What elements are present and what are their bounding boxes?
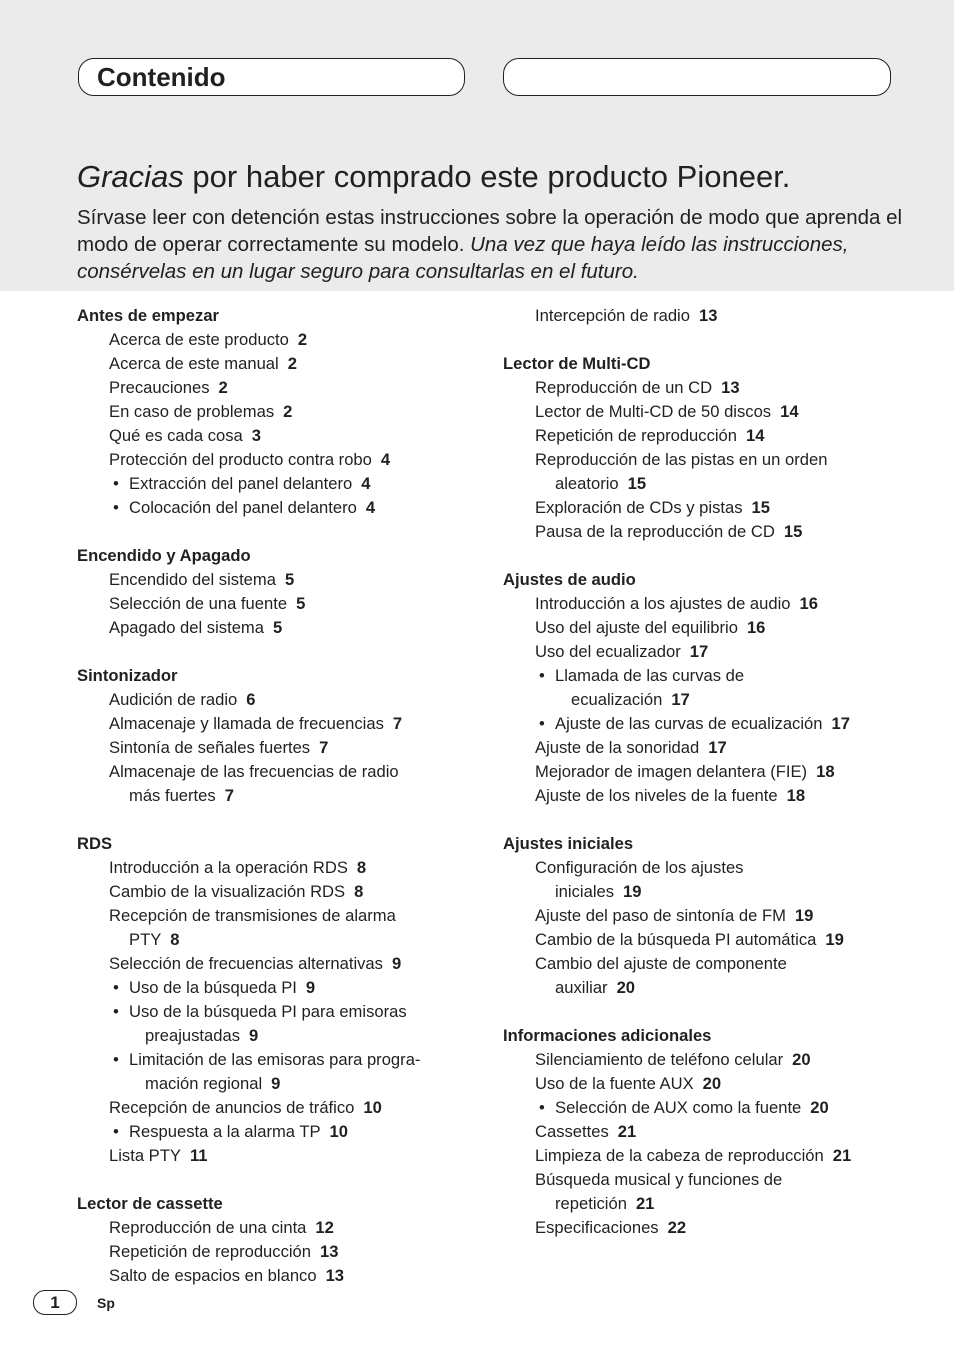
toc-entry-text: Almacenaje y llamada de frecuencias <box>109 714 384 733</box>
toc-entry <box>503 640 923 664</box>
toc-entry-text: Acerca de este producto <box>109 330 289 349</box>
page-title-italic: Gracias <box>77 159 184 194</box>
toc-page-number: 7 <box>319 738 329 757</box>
toc-entry-text: Selección de frecuencias alternativas <box>109 954 383 973</box>
toc-page-number: 21 <box>617 1122 637 1141</box>
toc-entry <box>77 400 497 424</box>
toc-page-number: 3 <box>251 426 261 445</box>
toc-section-heading <box>77 1192 497 1216</box>
toc-entry-text: Selección de una fuente <box>109 594 288 613</box>
toc-entry <box>503 928 923 952</box>
toc-page-number: 8 <box>354 882 364 901</box>
toc-entry <box>503 496 923 520</box>
toc-page-number: 6 <box>246 690 256 709</box>
toc-entry <box>503 424 923 448</box>
toc-entry <box>503 664 923 688</box>
toc-entry-text: Uso de la búsqueda PI <box>129 978 297 997</box>
section-title-pill <box>78 58 465 96</box>
toc-entry-text: Lector de Multi-CD de 50 discos <box>535 402 772 421</box>
toc-entry <box>503 880 923 904</box>
toc-entry-text: Almacenaje de las frecuencias de radio <box>109 762 399 781</box>
toc-entry-text: Colocación del panel delantero <box>129 498 357 517</box>
toc-entry-text: Recepción de transmisiones de alarma <box>109 906 396 925</box>
toc-entry-text: Reproducción de un CD <box>535 378 713 397</box>
toc-entry <box>77 688 497 712</box>
toc-entry-text: Uso de la búsqueda PI para emisoras <box>129 1002 407 1021</box>
toc-spacer <box>77 640 497 664</box>
toc-page-number: 13 <box>721 378 740 397</box>
toc-entry-text: Sintonía de señales fuertes <box>109 738 311 757</box>
toc-entry-text: ecualización <box>571 690 663 709</box>
toc-page-number: 9 <box>305 978 316 997</box>
toc-page-number: 21 <box>635 1194 655 1213</box>
toc-page-number: 20 <box>792 1050 811 1069</box>
toc-entry-text: Cassettes <box>535 1122 609 1141</box>
toc-right-column <box>503 304 923 1240</box>
bullet-icon: • <box>113 978 119 997</box>
toc-entry <box>503 1072 923 1096</box>
toc-entry-text: mación regional <box>145 1074 263 1093</box>
toc-page-number: 5 <box>272 618 283 637</box>
toc-page-number: 15 <box>783 522 803 541</box>
bullet-icon: • <box>539 1098 545 1117</box>
toc-entry <box>503 472 923 496</box>
toc-page-number: 8 <box>356 858 367 877</box>
toc-page-number: 21 <box>832 1146 852 1165</box>
toc-entry <box>77 1072 497 1096</box>
toc-entry <box>77 880 497 904</box>
toc-entry <box>503 376 923 400</box>
toc-entry-text: Reproducción de las pistas en un orden <box>535 450 828 469</box>
toc-entry-text: Acerca de este manual <box>109 354 279 373</box>
toc-entry-text: preajustadas <box>145 1026 241 1045</box>
bullet-icon: • <box>113 1050 119 1069</box>
toc-entry <box>503 400 923 424</box>
toc-entry <box>77 472 497 496</box>
toc-entry <box>77 496 497 520</box>
toc-section-heading <box>77 664 497 688</box>
language-code: Sp <box>97 1295 115 1311</box>
intro-text: Sírvase leer con detención estas instrucciones sobre la operación de modo que aprenda el modo de operar correctamente su modelo. <box>77 206 903 256</box>
toc-entry-text: Apagado del sistema <box>109 618 264 637</box>
toc-entry-text: Introducción a la operación RDS <box>109 858 348 877</box>
toc-page-number: 19 <box>825 930 844 949</box>
toc-entry-text: Silenciamiento de teléfono celular <box>535 1050 784 1069</box>
toc-entry <box>77 1024 497 1048</box>
toc-page-number: 9 <box>249 1026 259 1045</box>
toc-entry <box>503 1216 923 1240</box>
toc-page-number: 16 <box>799 594 818 613</box>
toc-spacer <box>77 1168 497 1192</box>
bullet-icon: • <box>539 714 545 733</box>
toc-entry-text: Informaciones adicionales <box>503 1026 712 1045</box>
section-title: Contenido <box>97 62 226 92</box>
toc-entry-text: Ajuste de las curvas de ecualización <box>555 714 823 733</box>
toc-entry-text: Salto de espacios en blanco <box>109 1266 317 1285</box>
toc-entry-text: repetición <box>555 1194 627 1213</box>
toc-entry-text: Protección del producto contra robo <box>109 450 372 469</box>
toc-entry <box>503 616 923 640</box>
toc-page-number: 18 <box>786 786 806 805</box>
toc-entry-text: Recepción de anuncios de tráfico <box>109 1098 355 1117</box>
toc-page-number: 15 <box>751 498 770 517</box>
page-number-badge <box>33 1290 77 1315</box>
toc-entry-text: Especificaciones <box>535 1218 659 1237</box>
toc-entry <box>503 952 923 976</box>
toc-page-number: 19 <box>794 906 814 925</box>
toc-entry-text: Repetición de reproducción <box>109 1242 312 1261</box>
toc-entry <box>77 1120 497 1144</box>
toc-entry-text: RDS <box>77 834 113 853</box>
toc-page-number: 4 <box>380 450 391 469</box>
toc-entry-text: Reproducción de una cinta <box>109 1218 307 1237</box>
toc-entry-text: Ajuste de los niveles de la fuente <box>535 786 778 805</box>
toc-page-number: 10 <box>363 1098 382 1117</box>
toc-entry <box>77 1240 497 1264</box>
toc-entry <box>77 976 497 1000</box>
toc-page-number: 13 <box>325 1266 345 1285</box>
toc-section-heading <box>503 1024 923 1048</box>
toc-page-number: 9 <box>391 954 402 973</box>
toc-spacer <box>77 520 497 544</box>
toc-entry-text: Repetición de reproducción <box>535 426 738 445</box>
toc-entry <box>503 1168 923 1192</box>
toc-entry <box>77 856 497 880</box>
toc-page-number: 13 <box>698 306 718 325</box>
toc-entry-text: Exploración de CDs y pistas <box>535 498 743 517</box>
page-number: 1 <box>50 1293 60 1312</box>
toc-entry <box>503 736 923 760</box>
toc-entry <box>503 712 923 736</box>
toc-entry-text: Uso de la fuente AUX <box>535 1074 694 1093</box>
toc-entry-text: Ajuste del paso de sintonía de FM <box>535 906 786 925</box>
toc-page-number: 17 <box>708 738 727 757</box>
toc-entry-text: Cambio del ajuste de componente <box>535 954 787 973</box>
toc-entry <box>77 424 497 448</box>
toc-entry-text: Antes de empezar <box>77 306 220 325</box>
toc-entry-text: Intercepción de radio <box>535 306 690 325</box>
toc-entry-text: Sintonizador <box>77 666 178 685</box>
toc-entry <box>503 1144 923 1168</box>
bullet-icon: • <box>113 498 119 517</box>
toc-section-heading <box>503 352 923 376</box>
toc-entry-text: Limpieza de la cabeza de reproducción <box>535 1146 824 1165</box>
toc-section-heading <box>77 832 497 856</box>
toc-page-number: 7 <box>392 714 403 733</box>
toc-entry-text: Uso del ecualizador <box>535 642 681 661</box>
toc-entry-text: Ajustes de audio <box>503 570 636 589</box>
toc-page-number: 2 <box>218 378 228 397</box>
toc-entry <box>503 1048 923 1072</box>
bullet-icon: • <box>113 1122 119 1141</box>
toc-entry <box>77 1096 497 1120</box>
page-title <box>77 157 790 197</box>
toc-page-number: 10 <box>329 1122 349 1141</box>
toc-page-number: 7 <box>224 786 234 805</box>
toc-entry <box>503 520 923 544</box>
toc-page-number: 20 <box>616 978 636 997</box>
toc-entry-text: Uso del ajuste del equilibrio <box>535 618 738 637</box>
toc-entry <box>77 1264 497 1288</box>
toc-entry <box>503 1120 923 1144</box>
toc-spacer <box>503 328 923 352</box>
toc-page-number: 2 <box>283 402 293 421</box>
toc-entry-text: Ajustes iniciales <box>503 834 634 853</box>
toc-entry-text: Configuración de los ajustes <box>535 858 744 877</box>
toc-entry-text: Audición de radio <box>109 690 238 709</box>
toc-entry <box>503 1096 923 1120</box>
toc-page-number: 20 <box>702 1074 722 1093</box>
toc-page-number: 4 <box>365 498 376 517</box>
toc-entry <box>77 784 497 808</box>
toc-section-heading <box>503 832 923 856</box>
toc-page-number: 20 <box>810 1098 829 1117</box>
blank-title-pill <box>503 58 891 96</box>
bullet-icon: • <box>113 1002 119 1021</box>
toc-entry <box>503 688 923 712</box>
toc-entry <box>77 928 497 952</box>
toc-entry-text: Respuesta a la alarma TP <box>129 1122 321 1141</box>
toc-spacer <box>503 544 923 568</box>
toc-entry <box>77 904 497 928</box>
toc-entry-text: Pausa de la reproducción de CD <box>535 522 775 541</box>
toc-entry <box>503 976 923 1000</box>
toc-page-number: 19 <box>623 882 642 901</box>
toc-entry-text: iniciales <box>555 882 615 901</box>
toc-entry <box>77 1000 497 1024</box>
toc-entry-text: Lector de cassette <box>77 1194 223 1213</box>
toc-entry-text: En caso de problemas <box>109 402 275 421</box>
toc-page-number: 5 <box>296 594 306 613</box>
toc-entry <box>77 376 497 400</box>
toc-page-number: 9 <box>271 1074 281 1093</box>
toc-page-number: 17 <box>831 714 850 733</box>
toc-entry-text: Llamada de las curvas de <box>555 666 745 685</box>
toc-entry <box>503 904 923 928</box>
toc-page-number: 11 <box>189 1146 208 1165</box>
toc-entry-text: Encendido del sistema <box>109 570 276 589</box>
toc-entry <box>503 760 923 784</box>
intro-text-italic: Una vez que haya leído las instrucciones, consérvelas en un lugar seguro para consultarlas en el futuro. <box>77 233 849 283</box>
toc-left-column <box>77 304 497 1288</box>
toc-entry-text: PTY <box>129 930 162 949</box>
toc-page-number: 2 <box>287 354 297 373</box>
toc-page-number: 2 <box>297 330 308 349</box>
toc-page-number: 22 <box>667 1218 687 1237</box>
toc-entry <box>503 856 923 880</box>
toc-entry-text: más fuertes <box>129 786 216 805</box>
toc-entry-text: Introducción a los ajustes de audio <box>535 594 791 613</box>
toc-entry-text: Mejorador de imagen delantera (FIE) <box>535 762 808 781</box>
toc-entry-text: Cambio de la búsqueda PI automática <box>535 930 817 949</box>
toc-entry <box>77 616 497 640</box>
toc-page-number: 12 <box>315 1218 334 1237</box>
toc-page-number: 14 <box>780 402 799 421</box>
toc-page-number: 17 <box>671 690 690 709</box>
toc-entry-text: Lista PTY <box>109 1146 181 1165</box>
bullet-icon: • <box>539 666 545 685</box>
toc-entry-text: Lector de Multi-CD <box>503 354 651 373</box>
toc-entry <box>77 952 497 976</box>
toc-entry <box>77 760 497 784</box>
toc-entry <box>503 1192 923 1216</box>
toc-page-number: 14 <box>746 426 765 445</box>
bullet-icon: • <box>113 474 119 493</box>
toc-entry <box>77 1144 497 1168</box>
toc-spacer <box>503 1000 923 1024</box>
toc-entry <box>77 352 497 376</box>
toc-entry <box>503 304 923 328</box>
toc-entry-text: Qué es cada cosa <box>109 426 243 445</box>
toc-page-number: 18 <box>816 762 835 781</box>
toc-entry-text: Limitación de las emisoras para progra- <box>129 1050 421 1069</box>
toc-spacer <box>503 808 923 832</box>
toc-section-heading <box>77 544 497 568</box>
toc-entry <box>77 568 497 592</box>
toc-page-number: 15 <box>627 474 647 493</box>
toc-entry-text: aleatorio <box>555 474 619 493</box>
toc-entry <box>77 448 497 472</box>
toc-entry <box>77 328 497 352</box>
toc-page-number: 8 <box>170 930 180 949</box>
toc-entry-text: Búsqueda musical y funciones de <box>535 1170 783 1189</box>
toc-entry <box>503 784 923 808</box>
toc-entry <box>77 712 497 736</box>
toc-entry-text: Extracción del panel delantero <box>129 474 353 493</box>
toc-section-heading <box>503 568 923 592</box>
toc-page-number: 4 <box>361 474 371 493</box>
toc-entry-text: Cambio de la visualización RDS <box>109 882 346 901</box>
toc-entry-text: Precauciones <box>109 378 210 397</box>
toc-page-number: 16 <box>746 618 766 637</box>
toc-entry <box>77 1216 497 1240</box>
toc-entry-text: Ajuste de la sonoridad <box>535 738 700 757</box>
toc-entry <box>77 1048 497 1072</box>
toc-entry <box>77 736 497 760</box>
toc-entry-text: Selección de AUX como la fuente <box>555 1098 802 1117</box>
page-title-rest: por haber comprado este producto Pioneer. <box>183 159 791 194</box>
toc-entry-text: Encendido y Apagado <box>77 546 251 565</box>
toc-page-number: 5 <box>284 570 295 589</box>
toc-page-number: 17 <box>689 642 709 661</box>
toc-spacer <box>77 808 497 832</box>
intro-paragraph <box>77 204 907 285</box>
toc-page-number: 13 <box>320 1242 339 1261</box>
toc-entry <box>503 448 923 472</box>
toc-entry <box>503 592 923 616</box>
toc-entry <box>77 592 497 616</box>
toc-section-heading <box>77 304 497 328</box>
toc-entry-text: auxiliar <box>555 978 608 997</box>
